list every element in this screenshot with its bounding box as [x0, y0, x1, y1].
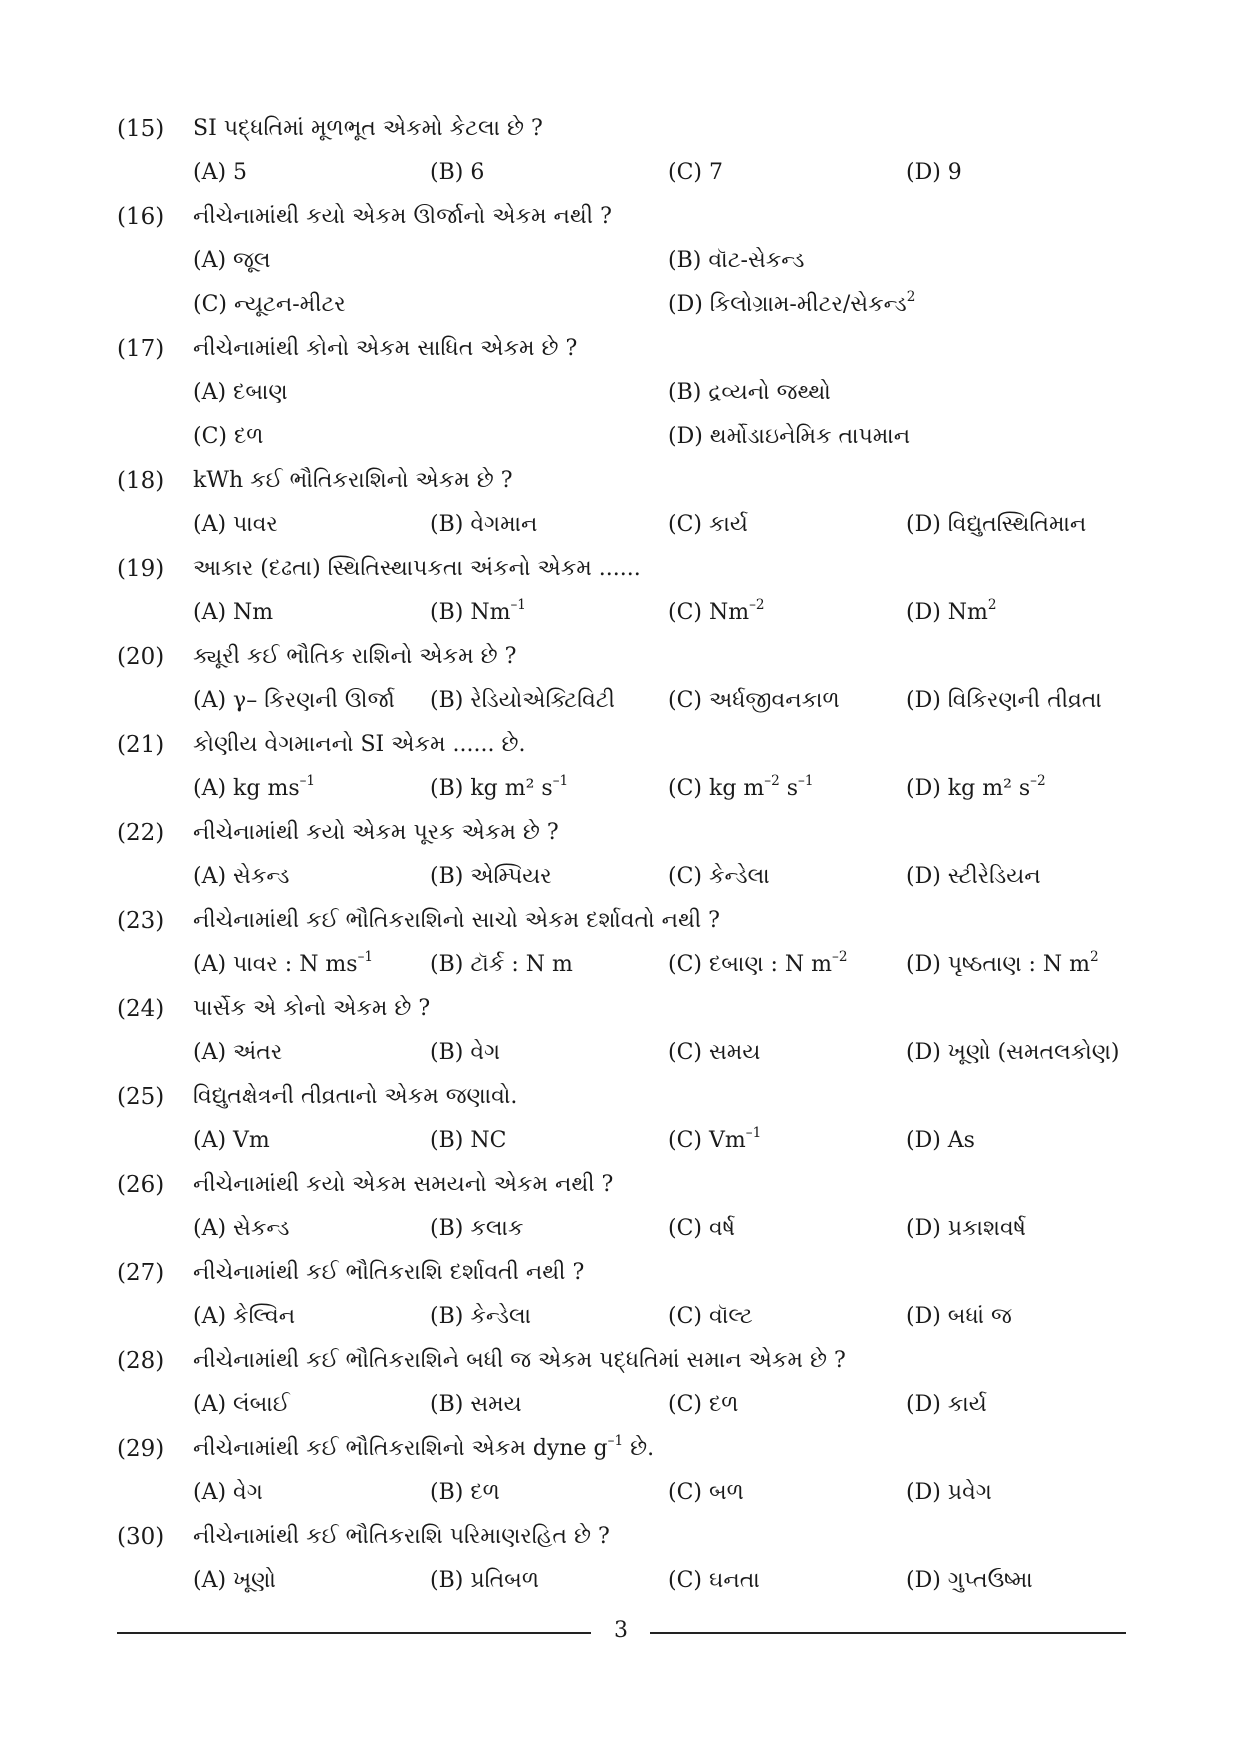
question-text-main: કોણીય વેગમાનનો SI એકમ ...... છે.: [193, 732, 526, 757]
option-label: (A) અંતર: [193, 1040, 283, 1065]
question-number: (25): [117, 1084, 165, 1110]
question-text: [193, 996, 430, 1021]
option-b: [430, 597, 526, 625]
option-label: (B) NC: [430, 1128, 507, 1153]
option-label: (D) પૃષ્ઠતાણ : N m: [906, 952, 1091, 977]
question-number: (15): [117, 116, 165, 142]
question-text-tail: છે.: [623, 1436, 655, 1461]
option-label: (A) લંબાઈ: [193, 1392, 290, 1417]
option-label: (D) As: [906, 1128, 975, 1153]
question-number: (27): [117, 1260, 165, 1286]
option-c: [668, 597, 765, 625]
option-label: (C) દળ: [668, 1392, 739, 1417]
option-superscript: –1: [357, 949, 374, 966]
question-item: [0, 980, 1241, 1068]
option-b: [430, 864, 552, 889]
question-text: [193, 908, 720, 933]
question-number: (28): [117, 1348, 165, 1374]
option-label: (C) Nm: [668, 600, 750, 625]
question-item: [0, 716, 1241, 804]
question-number: (30): [117, 1524, 165, 1550]
option-label: (D) કાર્ય: [906, 1392, 987, 1417]
option-superscript: 2: [1090, 949, 1099, 966]
option-label: (C) દબાણ : N m: [668, 952, 833, 977]
option-label: (B) ટૉર્ક : N m: [430, 952, 573, 977]
option-d: [906, 512, 1086, 537]
option-label: (C) kg m: [668, 776, 765, 801]
option-superscript: –1: [552, 773, 569, 790]
option-a: [193, 1040, 282, 1065]
option-d: [668, 289, 916, 317]
option-a: [193, 512, 278, 537]
option-b: [668, 380, 831, 405]
question-text-main: SI પદ્ધતિમાં મૂળભૂત એકમો કેટલા છે ?: [193, 116, 543, 141]
option-label: (B) એમ્પિયર: [430, 864, 552, 889]
option-b: [430, 160, 484, 185]
question-number: (16): [117, 204, 165, 230]
question-text: [193, 1433, 655, 1461]
question-text-main: નીચેનામાંથી કઈ ભૌતિકરાશિ પરિમાણરહિત છે ?: [193, 1524, 610, 1549]
question-item: [0, 540, 1241, 628]
option-label: (C) કેન્ડેલા: [668, 864, 770, 889]
question-text-main: નીચેનામાંથી કઈ ભૌતિકરાશિને બધી જ એકમ પદ્ધતિમાં સમાન એકમ છે ?: [193, 1348, 846, 1373]
option-label: (C) વૉલ્ટ: [668, 1304, 753, 1329]
option-b: [430, 1304, 531, 1329]
option-label: (B) વૉટ-સેકન્ડ: [668, 248, 805, 273]
option-a: [193, 160, 247, 185]
option-b: [430, 1216, 523, 1241]
option-superscript: 2: [987, 597, 997, 614]
option-label: (A) γ– કિરણની ઊર્જા: [193, 688, 395, 713]
question-item: [0, 1156, 1241, 1244]
option-label: (D) વિકિરણની તીવ્રતા: [906, 688, 1102, 713]
option-a: [193, 1216, 290, 1241]
option-label: (A) પાવર : N ms: [193, 952, 358, 977]
question-number: (24): [117, 996, 165, 1022]
option-b: [430, 512, 537, 537]
option-a: [193, 864, 290, 889]
option-label: (C) 7: [668, 160, 723, 185]
option-superscript: 2: [906, 289, 916, 306]
option-tail: s: [779, 776, 799, 801]
option-superscript: –2: [764, 773, 780, 790]
option-label: (C) વર્ષ: [668, 1216, 735, 1241]
question-text-main: નીચેનામાંથી કયો એકમ સમયનો એકમ નથી ?: [193, 1172, 614, 1197]
option-a: [193, 1480, 263, 1505]
question-number: (20): [117, 644, 165, 670]
option-label: (D) કિલોગ્રામ-મીટર/સેકન્ડ: [668, 292, 907, 317]
question-number: (18): [117, 468, 165, 494]
question-number: (23): [117, 908, 165, 934]
question-text-main: નીચેનામાંથી કોનો એકમ સાધિત એકમ છે ?: [193, 336, 578, 361]
question-text-main: ક્યૂરી કઈ ભૌતિક રાશિનો એકમ છે ?: [193, 644, 517, 669]
question-text: [193, 556, 641, 581]
question-text-main: વિદ્યુતક્ષેત્રની તીવ્રતાનો એકમ જણાવો.: [193, 1084, 518, 1109]
page-number: 3: [614, 1618, 628, 1643]
question-item: [0, 188, 1241, 320]
question-text: [193, 1172, 613, 1197]
option-label: (A) ખૂણો: [193, 1568, 276, 1593]
option-c: [668, 864, 770, 889]
question-text-main: નીચેનામાંથી કયો એકમ પૂરક એકમ છે ?: [193, 820, 559, 845]
option-superscript: –2: [749, 597, 765, 614]
option-label: (B) વેગ: [430, 1040, 501, 1065]
option-d: [906, 1040, 1120, 1065]
option-label: (A) વેગ: [193, 1480, 263, 1505]
option-c: [668, 1480, 744, 1505]
option-superscript: –2: [832, 949, 848, 966]
option-c: [668, 1392, 738, 1417]
question-text: [193, 1084, 517, 1109]
question-text: [193, 732, 525, 757]
option-d: [906, 1304, 1012, 1329]
option-b: [430, 1040, 500, 1065]
option-label: (D) થર્મોડાઇનેમિક તાપમાન: [668, 424, 911, 449]
question-text: [193, 644, 516, 669]
question-text-main: નીચેનામાંથી કઈ ભૌતિકરાશિનો એકમ dyne g: [193, 1436, 608, 1461]
option-c: [193, 292, 346, 317]
option-label: (C) દળ: [193, 424, 264, 449]
option-superscript: –1: [745, 1125, 762, 1142]
question-text: [193, 1348, 846, 1373]
option-label: (C) ન્યૂટન-મીટર: [193, 292, 346, 317]
question-number: (17): [117, 336, 165, 362]
question-item: [0, 1508, 1241, 1596]
question-text-main: kWh કઈ ભૌતિકરાશિનો એકમ છે ?: [193, 468, 513, 493]
question-number: (19): [117, 556, 165, 582]
option-label: (D) બધાં જ: [906, 1304, 1012, 1329]
option-a: [193, 773, 316, 801]
option-label: (D) 9: [906, 160, 962, 185]
option-a: [193, 688, 395, 713]
option-a: [193, 1392, 290, 1417]
option-superscript: –1: [510, 597, 526, 614]
option-superscript: –1: [299, 773, 316, 790]
question-item: [0, 1244, 1241, 1332]
option-c: [193, 424, 263, 449]
option-label: (A) જૂલ: [193, 248, 271, 273]
option-label: (A) Nm: [193, 600, 274, 625]
option-d: [906, 160, 962, 185]
question-text-superscript: –1: [607, 1433, 624, 1450]
option-label: (A) દબાણ: [193, 380, 288, 405]
option-label: (B) kg m² s: [430, 776, 553, 801]
option-label: (A) કેલ્વિન: [193, 1304, 296, 1329]
option-d: [668, 424, 910, 449]
option-label: (B) પ્રતિબળ: [430, 1568, 539, 1593]
question-item: [0, 1420, 1241, 1508]
option-b: [430, 688, 615, 713]
footer-rule-right: [650, 1632, 1126, 1634]
question-item: [0, 100, 1241, 188]
option-label: (C) સમય: [668, 1040, 761, 1065]
question-item: [0, 804, 1241, 892]
question-text: [193, 1524, 610, 1549]
option-a: [193, 380, 288, 405]
option-b: [430, 952, 573, 977]
option-label: (B) વેગમાન: [430, 512, 538, 537]
option-label: (C) Vm: [668, 1128, 746, 1153]
option-d: [906, 1480, 992, 1505]
question-number: (22): [117, 820, 165, 846]
option-d: [906, 773, 1046, 801]
option-label: (B) કલાક: [430, 1216, 524, 1241]
option-c: [668, 1040, 760, 1065]
option-d: [906, 864, 1041, 889]
option-b: [430, 1128, 506, 1153]
question-text-main: પાર્સેક એ કોનો એકમ છે ?: [193, 996, 431, 1021]
question-text: [193, 1260, 584, 1285]
option-d: [906, 1128, 975, 1153]
option-c: [668, 1568, 760, 1593]
option-label: (B) રેડિયોએક્ટિવિટી: [430, 688, 615, 713]
option-a: [193, 248, 271, 273]
option-label: (D) Nm: [906, 600, 988, 625]
option-b: [668, 248, 804, 273]
question-item: [0, 452, 1241, 540]
option-label: (D) સ્ટીરેડિયન: [906, 864, 1041, 889]
option-c: [668, 773, 814, 801]
option-c: [668, 1304, 753, 1329]
option-label: (B) Nm: [430, 600, 511, 625]
option-a: [193, 1304, 295, 1329]
option-b: [430, 1480, 500, 1505]
option-b: [430, 1392, 522, 1417]
option-a: [193, 1568, 276, 1593]
question-text: [193, 336, 577, 361]
option-label: (B) 6: [430, 160, 485, 185]
option-superscript: –2: [1030, 773, 1046, 790]
question-number: (21): [117, 732, 165, 758]
question-text: [193, 116, 543, 141]
question-text-main: નીચેનામાંથી કયો એકમ ઊર્જાનો એકમ નથી ?: [193, 204, 612, 229]
question-item: [0, 892, 1241, 980]
option-label: (A) સેકન્ડ: [193, 1216, 290, 1241]
option-label: (C) અર્ધજીવનકાળ: [668, 688, 840, 713]
option-superscript-2: –1: [798, 773, 814, 790]
question-list: [0, 100, 1241, 1596]
option-label: (B) સમય: [430, 1392, 522, 1417]
question-item: [0, 1332, 1241, 1420]
option-label: (A) 5: [193, 160, 248, 185]
option-label: (B) કેન્ડેલા: [430, 1304, 531, 1329]
option-c: [668, 949, 848, 977]
option-label: (D) પ્રવેગ: [906, 1480, 992, 1505]
option-label: (A) Vm: [193, 1128, 270, 1153]
option-d: [906, 597, 997, 625]
option-d: [906, 1216, 1026, 1241]
option-a: [193, 949, 374, 977]
option-label: (B) દ્રવ્યનો જથ્થો: [668, 380, 831, 405]
option-c: [668, 160, 723, 185]
question-text: [193, 204, 612, 229]
footer-rule-left: [117, 1632, 591, 1634]
option-label: (C) બળ: [668, 1480, 744, 1505]
option-d: [906, 1568, 1033, 1593]
question-number: (29): [117, 1436, 165, 1462]
question-text-main: આકાર (દઢતા) સ્થિતિસ્થાપકતા અંકનો એકમ ......: [193, 556, 641, 581]
question-text-main: નીચેનામાંથી કઈ ભૌતિકરાશિ દર્શાવતી નથી ?: [193, 1260, 585, 1285]
option-a: [193, 1128, 270, 1153]
question-item: [0, 320, 1241, 452]
option-c: [668, 1216, 735, 1241]
question-text-main: નીચેનામાંથી કઈ ભૌતિકરાશિનો સાચો એકમ દર્શાવતો નથી ?: [193, 908, 720, 933]
option-label: (D) kg m² s: [906, 776, 1031, 801]
option-c: [668, 512, 748, 537]
option-label: (C) ઘનતા: [668, 1568, 760, 1593]
option-label: (D) ગુપ્તઉષ્મા: [906, 1568, 1033, 1593]
option-a: [193, 600, 273, 625]
question-text: [193, 468, 513, 493]
question-text: [193, 820, 559, 845]
option-c: [668, 688, 840, 713]
option-label: (A) સેકન્ડ: [193, 864, 290, 889]
option-b: [430, 1568, 539, 1593]
question-item: [0, 1068, 1241, 1156]
option-d: [906, 688, 1102, 713]
option-b: [430, 773, 569, 801]
option-label: (D) ખૂણો (સમતલકોણ): [906, 1040, 1120, 1065]
option-label: (D) પ્રકાશવર્ષ: [906, 1216, 1026, 1241]
option-d: [906, 949, 1099, 977]
option-label: (D) વિદ્યુતસ્થિતિમાન: [906, 512, 1087, 537]
option-c: [668, 1125, 762, 1153]
option-label: (C) કાર્ય: [668, 512, 748, 537]
option-d: [906, 1392, 987, 1417]
question-number: (26): [117, 1172, 165, 1198]
option-label: (B) દળ: [430, 1480, 500, 1505]
option-label: (A) પાવર: [193, 512, 278, 537]
option-label: (A) kg ms: [193, 776, 300, 801]
question-item: [0, 628, 1241, 716]
